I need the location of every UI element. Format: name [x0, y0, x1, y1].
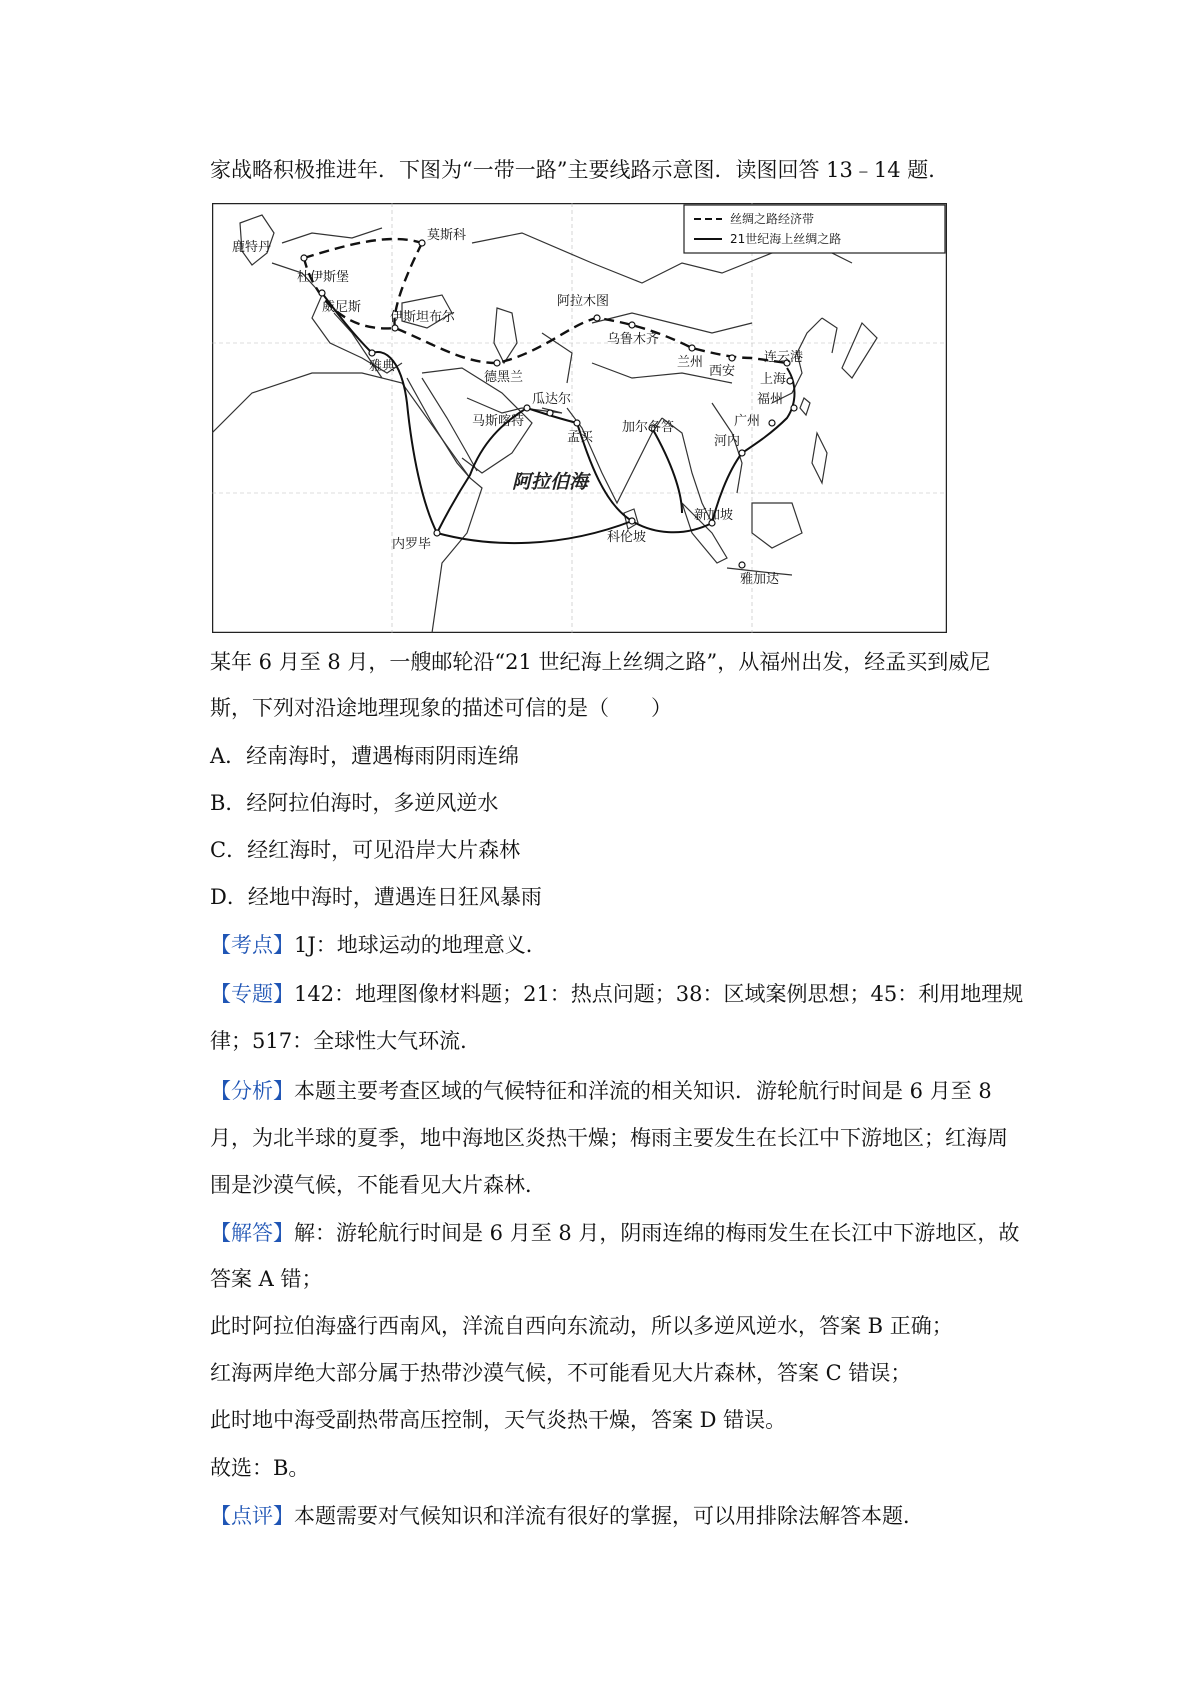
- question-stem-line2: 斯，下列对沿途地理现象的描述可信的是（ ）: [210, 696, 672, 720]
- kaodian-section: [210, 930, 1030, 960]
- city-nairobi: 内罗毕: [392, 537, 432, 552]
- city-muscat: 马斯喀特: [472, 414, 525, 429]
- city-guangzhou: 广州: [734, 414, 761, 429]
- kaodian-text: 1J：地球运动的地理意义．: [294, 933, 547, 957]
- legend-sea-route: 21世纪海上丝绸之路: [730, 232, 842, 246]
- fenxi-text-line3: 围是沙漠气候，不能看见大片森林．: [210, 1173, 546, 1197]
- jieda-text-line4: 红海两岸绝大部分属于热带沙漠气候，不可能看见大片森林，答案 C 错误；: [210, 1361, 912, 1385]
- zhuanti-tag: 【专题】: [210, 982, 294, 1006]
- fenxi-section: [210, 1076, 1030, 1106]
- city-jakarta: 雅加达: [740, 572, 780, 587]
- option-d: D．经地中海时，遭遇连日狂风暴雨: [210, 885, 542, 909]
- fenxi-text-line2: 月，为北半球的夏季，地中海地区炎热干燥；梅雨主要发生在长江中下游地区；红海周: [210, 1126, 1008, 1150]
- question-stem-line1: 某年 6 月至 8 月，一艘邮轮沿“21 世纪海上丝绸之路”，从福州出发，经孟买到威尼: [210, 650, 991, 674]
- city-rotterdam: 鹿特丹: [232, 240, 272, 255]
- city-colombo: 科伦坡: [607, 530, 647, 545]
- city-mumbai: 孟买: [567, 430, 594, 445]
- city-singapore: 新加坡: [694, 508, 734, 523]
- city-shanghai: 上海: [760, 372, 787, 387]
- city-tehran: 德黑兰: [484, 370, 524, 385]
- jieda-text-line6: 故选：B。: [210, 1456, 310, 1480]
- jieda-section: [210, 1218, 1030, 1248]
- zhuanti-text-line1: 142：地理图像材料题；21：热点问题；38：区域案例思想；45：利用地理规: [294, 982, 1024, 1006]
- city-almaty: 阿拉木图: [557, 294, 610, 309]
- city-gwadar: 瓜达尔: [532, 392, 572, 407]
- city-lanzhou: 兰州: [677, 355, 704, 370]
- option-b: B．经阿拉伯海时，多逆风逆水: [210, 791, 499, 815]
- city-athens: 雅典: [369, 359, 396, 374]
- map-legend: [684, 205, 945, 253]
- jieda-tag: 【解答】: [210, 1221, 294, 1245]
- zhuanti-text-line2: 律；517：全球性大气环流．: [210, 1029, 482, 1053]
- dianping-section: [210, 1501, 1030, 1531]
- jieda-text-line1: 解：游轮航行时间是 6 月至 8 月，阴雨连绵的梅雨发生在长江中下游地区，故: [294, 1221, 1020, 1245]
- city-fuzhou: 福州: [757, 392, 784, 407]
- dianping-text: 本题需要对气候知识和洋流有很好的掌握，可以用排除法解答本题．: [294, 1504, 924, 1528]
- city-xian: 西安: [709, 364, 736, 379]
- arabian-sea-label: 阿拉伯海: [512, 471, 589, 493]
- intro-text: 家战略积极推进年．下图为“一带一路”主要线路示意图．读图回答 13﹣14 题．: [210, 158, 950, 182]
- option-a: A．经南海时，遭遇梅雨阴雨连绵: [210, 744, 520, 768]
- fenxi-text-line1: 本题主要考查区域的气候特征和洋流的相关知识．游轮航行时间是 6 月至 8: [294, 1079, 992, 1103]
- fenxi-tag: 【分析】: [210, 1079, 294, 1103]
- jieda-text-line5: 此时地中海受副热带高压控制，天气炎热干燥，答案 D 错误。: [210, 1408, 787, 1432]
- city-duisburg: 杜伊斯堡: [297, 270, 350, 285]
- legend-land-route: 丝绸之路经济带: [730, 212, 815, 226]
- city-lianyungang: 连云港: [764, 350, 804, 365]
- city-istanbul: 伊斯坦布尔: [390, 310, 456, 325]
- kaodian-tag: 【考点】: [210, 933, 294, 957]
- zhuanti-section: [210, 979, 1030, 1009]
- city-kolkata: 加尔各答: [622, 420, 675, 435]
- city-hanoi: 河内: [714, 434, 741, 449]
- belt-and-road-map: [212, 203, 947, 633]
- jieda-text-line3: 此时阿拉伯海盛行西南风，洋流自西向东流动，所以多逆风逆水，答案 B 正确；: [210, 1314, 953, 1338]
- option-c: C．经红海时，可见沿岸大片森林: [210, 838, 521, 862]
- city-moscow: 莫斯科: [427, 228, 467, 243]
- dianping-tag: 【点评】: [210, 1504, 294, 1528]
- city-urumqi: 乌鲁木齐: [607, 332, 660, 347]
- jieda-text-line2: 答案 A 错；: [210, 1267, 323, 1291]
- city-venice: 威尼斯: [322, 300, 362, 315]
